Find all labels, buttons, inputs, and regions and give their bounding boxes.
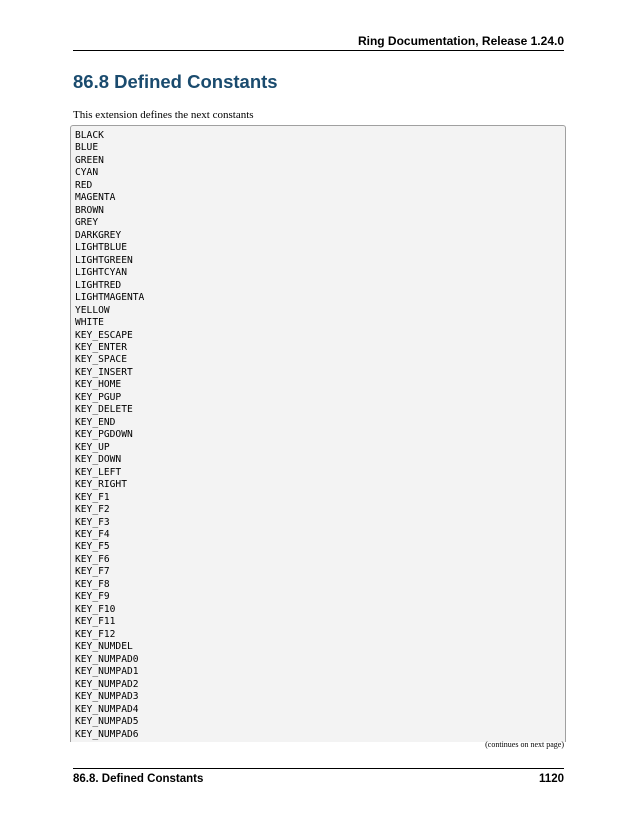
code-line: BLACK bbox=[75, 130, 104, 141]
code-line: LIGHTGREEN bbox=[75, 254, 133, 266]
code-line: KEY_INSERT bbox=[75, 366, 133, 378]
code-line: KEY_DOWN bbox=[75, 454, 122, 466]
code-line: KEY_SPACE bbox=[75, 354, 127, 366]
code-line: KEY_NUMPAD3 bbox=[75, 691, 139, 703]
code-line: BROWN bbox=[75, 204, 104, 216]
code-line: LIGHTRED bbox=[75, 279, 122, 291]
header-divider bbox=[73, 50, 564, 51]
section-title: 86.8 Defined Constants bbox=[73, 71, 278, 92]
continues-note: (continues on next page) bbox=[485, 740, 564, 749]
code-line: KEY_UP bbox=[75, 441, 110, 453]
code-line: KEY_NUMPAD4 bbox=[75, 703, 139, 715]
code-line: KEY_LEFT bbox=[75, 466, 122, 478]
code-line: LIGHTMAGENTA bbox=[75, 292, 145, 304]
code-line: KEY_F1 bbox=[75, 491, 110, 503]
code-line: KEY_F6 bbox=[75, 553, 110, 565]
code-line: KEY_F3 bbox=[75, 516, 110, 528]
code-line: KEY_HOME bbox=[75, 379, 122, 391]
code-line: DARKGREY bbox=[75, 229, 122, 241]
code-line: KEY_RIGHT bbox=[75, 479, 127, 491]
code-line: CYAN bbox=[75, 167, 99, 179]
code-line: KEY_F12 bbox=[75, 628, 116, 640]
code-line: KEY_F10 bbox=[75, 603, 116, 615]
code-line: KEY_NUMPAD1 bbox=[75, 666, 139, 678]
intro-paragraph: This extension defines the next constants bbox=[73, 109, 254, 121]
code-line: KEY_NUMPAD6 bbox=[75, 728, 139, 740]
code-line: KEY_PGDOWN bbox=[75, 429, 133, 441]
code-line: KEY_NUMPAD0 bbox=[75, 653, 139, 665]
code-line: KEY_F4 bbox=[75, 529, 110, 540]
code-line: KEY_NUMDEL bbox=[75, 641, 133, 653]
code-block bbox=[70, 125, 566, 742]
footer-section-name: 86.8. Defined Constants bbox=[73, 773, 204, 785]
footer-divider bbox=[73, 768, 564, 769]
code-line: KEY_F2 bbox=[75, 504, 110, 516]
code-line: KEY_F11 bbox=[75, 616, 116, 628]
code-line: KEY_F5 bbox=[75, 541, 110, 553]
code-line: KEY_F9 bbox=[75, 591, 110, 603]
code-line: KEY_F8 bbox=[75, 578, 110, 590]
code-line: KEY_DELETE bbox=[75, 404, 133, 416]
code-line: KEY_NUMPAD2 bbox=[75, 678, 139, 690]
running-header: Ring Documentation, Release 1.24.0 bbox=[357, 34, 564, 48]
code-line: KEY_ENTER bbox=[75, 341, 127, 353]
code-line: LIGHTBLUE bbox=[75, 242, 127, 254]
code-line: GREY bbox=[75, 217, 99, 229]
code-line: BLUE bbox=[75, 142, 99, 154]
code-line: LIGHTCYAN bbox=[75, 267, 127, 279]
code-line: RED bbox=[75, 179, 93, 191]
code-line: KEY_PGUP bbox=[75, 391, 122, 403]
code-line: KEY_NUMPAD5 bbox=[75, 716, 139, 728]
code-line: GREEN bbox=[75, 154, 104, 166]
page-number: 1120 bbox=[539, 773, 564, 785]
code-line: WHITE bbox=[75, 317, 104, 329]
code-line: KEY_END bbox=[75, 416, 116, 428]
code-line: KEY_ESCAPE bbox=[75, 329, 133, 341]
code-line: MAGENTA bbox=[75, 192, 116, 204]
code-line: KEY_F7 bbox=[75, 566, 110, 578]
code-line: YELLOW bbox=[75, 304, 110, 316]
